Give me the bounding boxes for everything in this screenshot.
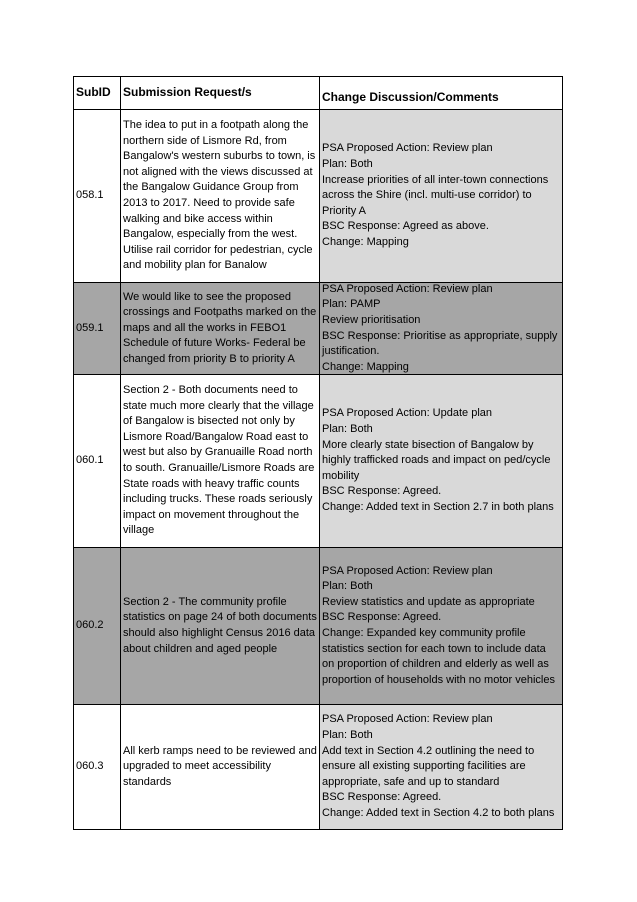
comment-line: Add text in Section 4.2 outlining the need to ensure all existing supporting facilities are appropriate, safe and up to standard xyxy=(322,744,535,788)
row-subid: 059.1 xyxy=(73,283,121,374)
comment-line: BSC Response: Prioritise as appropriate, supply justification. xyxy=(322,329,558,358)
row-subid: 058.1 xyxy=(73,110,121,282)
comment-line: More clearly state bisection of Bangalow by highly trafficked roads and impact on ped/cycle mobility xyxy=(322,438,551,482)
comment-line: Change: Added text in Section 4.2 to both plans xyxy=(322,806,555,819)
comment-line: PSA Proposed Action: Update plan xyxy=(322,407,493,420)
table-row xyxy=(73,548,563,705)
comment-line: Plan: PAMP xyxy=(322,298,381,311)
comment-line: Plan: Both xyxy=(322,158,373,171)
comment-line: PSA Proposed Action: Review plan xyxy=(322,142,493,155)
request-text: Section 2 - The community profile statistics on page 24 of both documents should also highlight Census 2016 data about children and aged people xyxy=(123,595,317,655)
row-request xyxy=(121,375,320,547)
comment-line: BSC Response: Agreed. xyxy=(322,485,442,498)
table-row xyxy=(73,705,563,830)
comment-line: BSC Response: Agreed. xyxy=(322,791,442,804)
row-comments xyxy=(320,548,563,704)
comment-line: Plan: Both xyxy=(322,423,373,436)
request-text: Section 2 - Both documents need to state much more clearly that the village of Bangalow is bisected not only by Lismore Road/Bangalow Road east to west but also by Granuaille Road north to south. Granuaille/Lismore Roads are State roads with heavy traffic counts including trucks. These roads seriously impact on movement throughout the village xyxy=(123,384,315,537)
comment-line: Change: Expanded key community profile statistics section for each town to include data on proportion of children and elderly as well as proportion of households with no motor vehicles xyxy=(322,627,555,686)
comment-line: Change: Added text in Section 2.7 in both plans xyxy=(322,500,554,513)
row-comments xyxy=(320,110,563,282)
request-text: The idea to put in a footpath along the northern side of Lismore Rd, from Bangalow's western suburbs to town, is not aligned with the views discussed at the Bangalow Guidance Group from 2013 to 2017. Need to provide safe walking and bike access within Bangalow, especially from the west. Utilise rail corridor for pedestrian, cycle and mobility plan for Banalow xyxy=(123,119,316,272)
row-comments xyxy=(320,283,563,374)
table-header-row xyxy=(73,76,563,110)
header-subid: SubID xyxy=(73,77,121,109)
request-text: All kerb ramps need to be reviewed and upgraded to meet accessibility standards xyxy=(123,744,317,788)
row-request xyxy=(121,705,320,829)
comment-line: Change: Mapping xyxy=(322,235,409,248)
row-request xyxy=(121,110,320,282)
comment-line: PSA Proposed Action: Review plan xyxy=(322,713,493,726)
submissions-table xyxy=(73,76,563,830)
row-comments xyxy=(320,375,563,547)
table-row xyxy=(73,110,563,283)
row-request xyxy=(121,283,320,374)
row-subid: 060.1 xyxy=(73,375,121,547)
table-row xyxy=(73,283,563,375)
header-request: Submission Request/s xyxy=(121,77,320,109)
comment-line: BSC Response: Agreed. xyxy=(322,611,442,624)
comment-line: Plan: Both xyxy=(322,729,373,742)
comment-line: Review statistics and update as appropriate xyxy=(322,595,535,608)
comment-line: PSA Proposed Action: Review plan xyxy=(322,564,493,577)
row-request xyxy=(121,548,320,704)
comment-line: Change: Mapping xyxy=(322,360,409,373)
comment-line: Plan: Both xyxy=(322,580,373,593)
comment-line: Review prioritisation xyxy=(322,313,421,326)
row-subid: 060.3 xyxy=(73,705,121,829)
comment-line: BSC Response: Agreed as above. xyxy=(322,220,489,233)
request-text: We would like to see the proposed crossings and Footpaths marked on the maps and all the works in FEBO1 Schedule of future Works- Federal be changed from priority B to priority A xyxy=(123,290,317,365)
header-comments: Change Discussion/Comments xyxy=(320,77,563,109)
comment-line: Increase priorities of all inter-town connections across the Shire (incl. multi-use corridor) to Priority A xyxy=(322,173,549,217)
table-row xyxy=(73,375,563,548)
row-subid: 060.2 xyxy=(73,548,121,704)
comment-line: PSA Proposed Action: Review plan xyxy=(322,282,493,295)
row-comments xyxy=(320,705,563,829)
